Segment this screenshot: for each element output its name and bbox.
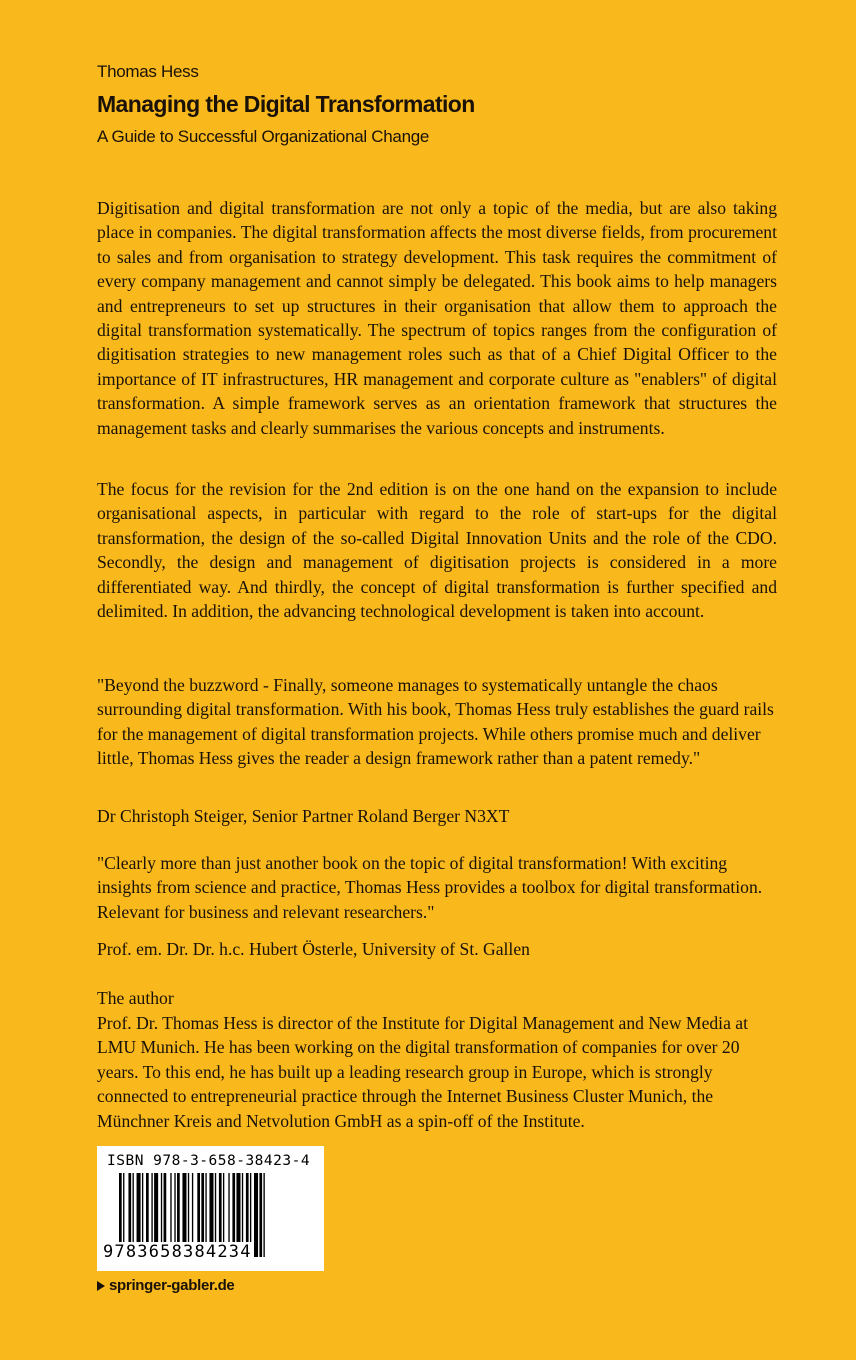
quote-2-attribution: Prof. em. Dr. Dr. h.c. Hubert Österle, University of St. Gallen xyxy=(97,939,530,959)
description-paragraph-2: The focus for the revision for the 2nd edition is on the one hand on the expansion to include organisational aspects, in particular with regard to the role of start-ups for the digital transformation, the design of the so-called Digital Innovation Units and the role of the CDO. Secondly, the design and management of digitisation projects is considered in a more differentiated way. And thirdly, the concept of digital transformation is further specified and delimited. In addition, the advancing technological development is taken into account. xyxy=(97,479,777,622)
author-bio: Prof. Dr. Thomas Hess is director of the Institute for Digital Management and New Media at LMU Munich. He has been working on the digital transformation of companies for over 20 years. To this end, he has built up a leading research group in Europe, which is strongly connected to entrepreneurial practice through the Internet Business Cluster Munich, the Münchner Kreis and Netvolution GmbH as a spin-off of the Institute. xyxy=(97,1013,748,1131)
book-subtitle: A Guide to Successful Organizational Change xyxy=(97,127,430,146)
author-name: Thomas Hess xyxy=(97,62,199,81)
publisher-link[interactable] xyxy=(97,1277,234,1294)
quote-1-attribution: Dr Christoph Steiger, Senior Partner Roland Berger N3XT xyxy=(97,806,510,826)
isbn-label: ISBN 978-3-658-38423-4 xyxy=(107,1153,311,1169)
book-title: Managing the Digital Transformation xyxy=(97,91,475,117)
barcode-bar xyxy=(263,1173,264,1257)
barcode-number: 9783658384234 xyxy=(103,1242,252,1262)
quote-2-text: "Clearly more than just another book on the topic of digital transformation! With exciting insights from science and practice, Thomas Hess provides a toolbox for digital transformation. Relevant for business and relevant researchers." xyxy=(97,853,763,922)
play-triangle-icon xyxy=(97,1281,105,1291)
publisher-link-text: springer-gabler.de xyxy=(109,1277,235,1294)
description-paragraph-1: Digitisation and digital transformation are not only a topic of the media, but are also taking place in companies. The digital transformation affects the most diverse fields, from procurement to sales and from organisation to strategy development. This task requires the commitment of every company management and cannot simply be delegated. This book aims to help managers and entrepreneurs to set up structures in their organisation that allow them to approach the digital transformation systematically. The spectrum of topics ranges from the configuration of digitisation strategies to new management roles such as that of a Chief Digital Officer to the importance of IT infrastructures, HR management and corporate culture as "enablers" of digital transformation. A simple framework serves as an orientation framework that structures the management tasks and clearly summarises the various concepts and instruments. xyxy=(97,198,777,438)
author-section-heading: The author xyxy=(97,988,174,1008)
quote-1-text: "Beyond the buzzword - Finally, someone manages to systematically untangle the chaos surrounding digital transformation. With his book, Thomas Hess truly establishes the guard rails for the management of digital transformation projects. While others promise much and deliver little, Thomas Hess gives the reader a design framework rather than a patent remedy." xyxy=(97,675,774,769)
barcode-bar xyxy=(259,1173,262,1257)
barcode-bar xyxy=(254,1173,258,1257)
barcode-box xyxy=(97,1146,324,1271)
